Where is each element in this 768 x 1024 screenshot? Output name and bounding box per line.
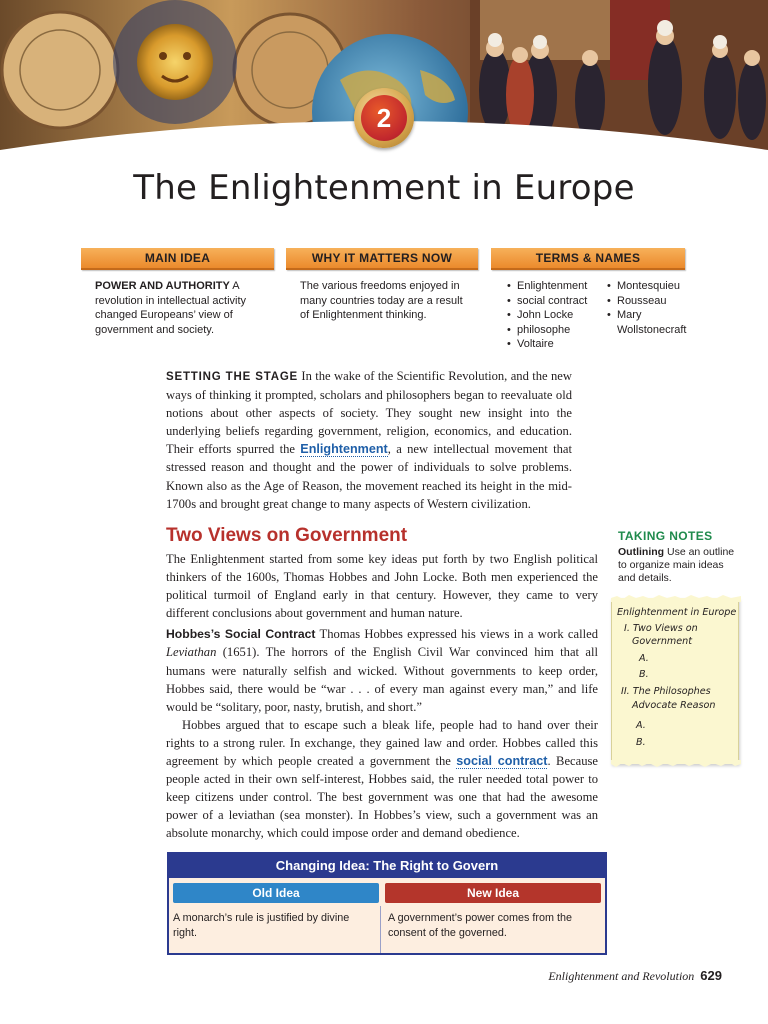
section-heading: Two Views on Government bbox=[166, 525, 408, 546]
hobbes-text-b: (1651). The horrors of the English Civil War convinced him that all humans were naturally selfish and wicked. Without governments to keep order, Hobbes said, there would be “war . . . of every man against every man,” and life would be “solitary, poor, nasty, brutish, and short.” bbox=[166, 645, 598, 714]
hobbes-p2-text-a: Hobbes argued that to escape such a bleak life, people had to hand over their rights to a strong ruler. In exchange, they gained law and order. Hobbes called this agreement by which people created a government the bbox=[166, 717, 598, 769]
outline-item: Advocate Reason bbox=[632, 700, 716, 711]
hobbes-subheading: Hobbes’s Social Contract bbox=[166, 627, 316, 642]
setting-the-stage-label: SETTING THE STAGE bbox=[166, 371, 299, 383]
main-idea-text bbox=[95, 279, 265, 337]
outline-note-card bbox=[611, 598, 739, 764]
term-link-enlightenment[interactable]: Enlightenment bbox=[300, 442, 388, 457]
main-idea-tab: MAIN IDEA bbox=[81, 248, 274, 270]
term-item: • Mary Wollstonecraft bbox=[607, 308, 699, 337]
taking-notes-body: Use an outline to organize main ideas and details. bbox=[618, 546, 735, 584]
term-item: • social contract bbox=[507, 294, 603, 309]
setting-stage-text-end: , a new intellectual movement that stressed reason and thought and the power of individuals to solve problems. Known also as the Age of Reason, the movement reached its height in the mid-1700s and brought great change to many aspects of Western civilization. bbox=[166, 442, 572, 511]
old-idea-text: A monarch’s rule is justified by divine right. bbox=[173, 912, 350, 939]
hobbes-text-a: Thomas Hobbes expressed his views in a work called bbox=[315, 627, 598, 642]
outline-item: B. bbox=[639, 669, 649, 680]
torn-edge-bottom bbox=[611, 760, 741, 768]
chapter-banner bbox=[0, 0, 768, 160]
term-link-social-contract[interactable]: social contract bbox=[456, 754, 548, 769]
outline-item: A. bbox=[639, 653, 649, 664]
old-idea-header: Old Idea bbox=[173, 883, 379, 903]
terms-list-col2 bbox=[607, 279, 699, 337]
chapter-title: The Enlightenment in Europe bbox=[133, 168, 635, 208]
terms-list-col1 bbox=[507, 279, 603, 352]
page-number: 629 bbox=[700, 968, 722, 983]
chapter-number-badge bbox=[354, 88, 414, 148]
taking-notes-lead: Outlining bbox=[618, 546, 665, 558]
outline-item: Government bbox=[632, 636, 692, 647]
setting-stage-text: In the wake of the Scientific Revolution, and the new ways of thinking it prompted, scholars and philosophers began to reevaluate old notions about other aspects of society. They sought new insight into the underlying beliefs regarding government, religion, economics, and education. Their efforts spurred the bbox=[166, 369, 572, 457]
section-paragraph-1: The Enlightenment started from some key ideas put forth by two English political thinkers of the 1600s, Thomas Hobbes and John Locke. Both men experienced the political turmoil of England early in that century. However, they came to very different conclusions about government and human nature. bbox=[166, 552, 598, 621]
column-divider bbox=[380, 906, 381, 953]
main-idea-body: A revolution in intellectual activity changed Europeans’ view of government and society. bbox=[95, 280, 247, 336]
hobbes-paragraph-2 bbox=[166, 716, 598, 843]
outline-item: I. Two Views on bbox=[624, 623, 698, 634]
hobbes-paragraph-1 bbox=[166, 625, 598, 715]
term-item: • John Locke bbox=[507, 308, 603, 323]
outline-item: II. The Philosophes bbox=[621, 686, 711, 697]
section-body bbox=[166, 550, 598, 843]
sun-face-icon bbox=[113, 0, 237, 124]
terms-and-names-tab: TERMS & NAMES bbox=[491, 248, 685, 270]
leviathan-title: Leviathan bbox=[166, 645, 217, 660]
new-idea-text: A government’s power comes from the consent of the governed. bbox=[388, 912, 573, 939]
hobbes-p2-text-b: . Because people acted in their own self-interest, Hobbes said, the ruler needed total power to keep citizens under control. The best government was one that had the awesome power of a leviathan (sea monster). In Hobbes’s view, such a government was an absolute monarchy, which could impose order and demand obedience. bbox=[166, 754, 599, 841]
term-item: • philosophe bbox=[507, 323, 603, 338]
changing-idea-title: Changing Idea: The Right to Govern bbox=[169, 854, 605, 878]
outline-title: Enlightenment in Europe bbox=[617, 607, 737, 618]
why-it-matters-tab: WHY IT MATTERS NOW bbox=[286, 248, 478, 270]
term-item: • Voltaire bbox=[507, 337, 603, 352]
changing-idea-chart bbox=[167, 852, 607, 955]
torn-edge-top bbox=[611, 594, 741, 602]
term-item: • Rousseau bbox=[607, 294, 699, 309]
term-item: • Enlightenment bbox=[507, 279, 603, 294]
book-title: Enlightenment and Revolution bbox=[548, 969, 695, 983]
chapter-number: 2 bbox=[361, 95, 407, 141]
new-idea-header: New Idea bbox=[385, 883, 601, 903]
page-footer bbox=[548, 968, 722, 984]
taking-notes-text bbox=[618, 546, 738, 585]
outline-item: B. bbox=[636, 737, 646, 748]
outline-item: A. bbox=[636, 720, 646, 731]
why-it-matters-text: The various freedoms enjoyed in many countries today are a result of Enlightenment thinking. bbox=[300, 280, 463, 321]
taking-notes-heading: TAKING NOTES bbox=[618, 529, 713, 543]
main-idea-lead: POWER AND AUTHORITY bbox=[95, 280, 230, 292]
term-item: • Montesquieu bbox=[607, 279, 699, 294]
setting-the-stage-paragraph bbox=[166, 367, 572, 513]
